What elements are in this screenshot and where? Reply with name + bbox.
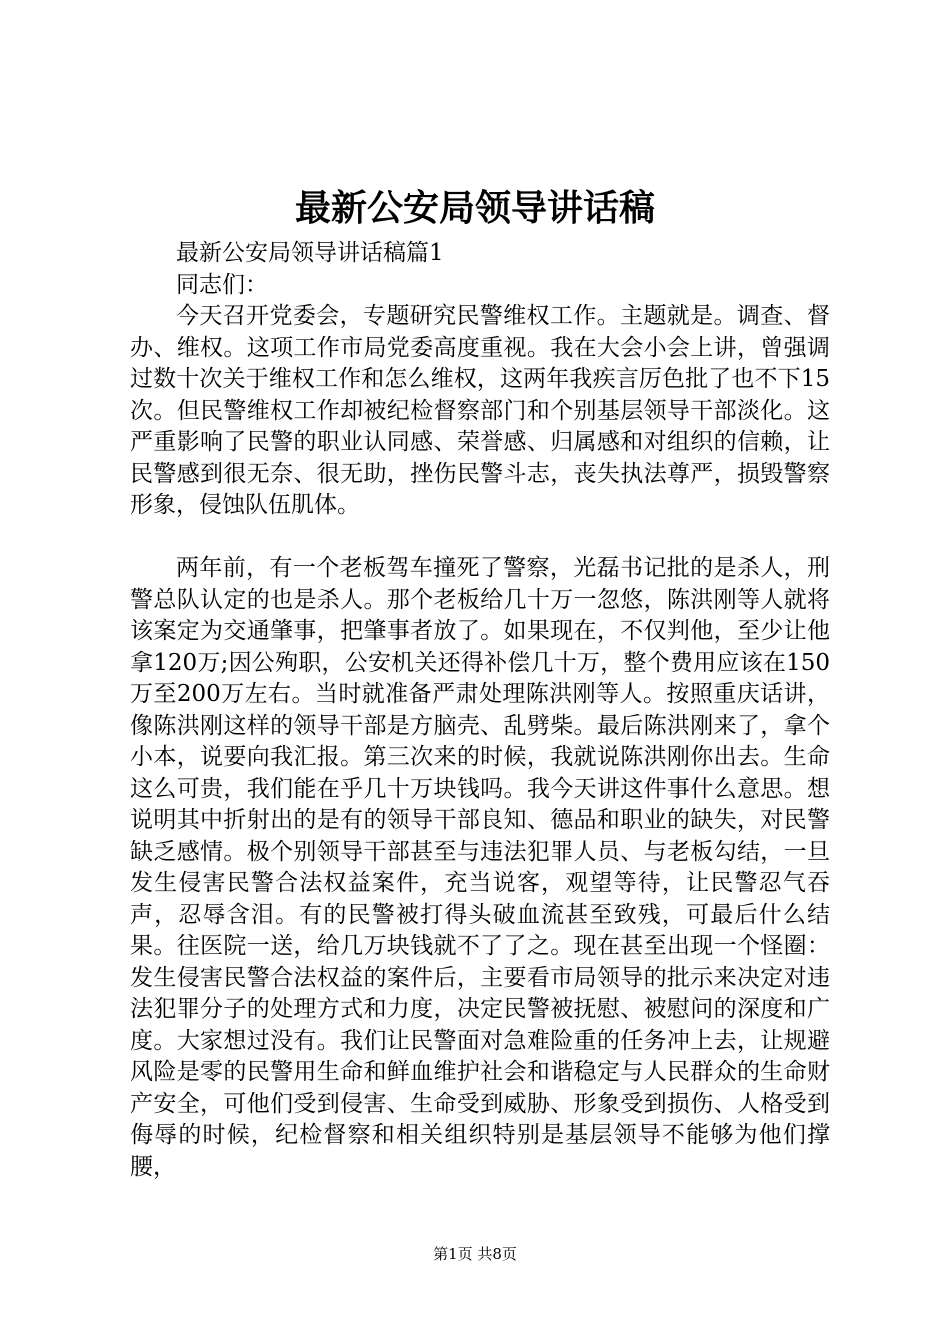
section-heading: 最新公安局领导讲话稿篇1 bbox=[176, 240, 444, 266]
page-footer: 第1页 共8页 bbox=[433, 1245, 517, 1263]
document-body bbox=[130, 238, 830, 1183]
paragraph-1: 今天召开党委会，专题研究民警维权工作。主题就是。调查、督办、维权。这项工作市局党委高度重视。我在大会小会上讲，曾强调过数十次关于维权工作和怎么维权，这两年我疾言厉色批了也不下15次。但民警维权工作却被纪检督察部门和个别基层领导干部淡化。这严重影响了民警的职业认同感、荣誉感、归属感和对组织的信赖，让民警感到很无奈、很无助，挫伤民警斗志，丧失执法尊严，损毁警察形象，侵蚀队伍肌体。 bbox=[130, 303, 830, 518]
document-title: 最新公安局领导讲话稿 bbox=[294, 187, 655, 229]
salutation: 同志们： bbox=[176, 271, 268, 298]
paragraph-2: 两年前，有一个老板驾车撞死了警察，光磊书记批的是杀人，刑警总队认定的也是杀人。那个老板给几十万一忽悠，陈洪刚等人就将该案定为交通肇事，把肇事者放了。如果现在，不仅判他，至少让他拿120万;因公殉职，公安机关还得补偿几十万，整个费用应该在150万至200万左右。当时就准备严肃处理陈洪刚等人。按照重庆话讲，像陈洪刚这样的领导干部是方脑壳、乱劈柴。最后陈洪刚来了，拿个小本，说要向我汇报。第三次来的时候，我就说陈洪刚你出去。生命这么可贵，我们能在乎几十万块钱吗。我今天讲这件事什么意思。想说明其中折射出的是有的领导干部良知、德品和职业的缺失，对民警缺乏感情。极个别领导干部甚至与违法犯罪人员、与老板勾结，一旦发生侵害民警合法权益案件，充当说客，观望等待，让民警忍气吞声，忍辱含泪。有的民警被打得头破血流甚至致残，可最后什么结果。往医院一送，给几万块钱就不了了之。现在甚至出现一个怪圈：发生侵害民警合法权益的案件后，主要看市局领导的批示来决定对违法犯罪分子的处理方式和力度，决定民警被抚慰、被慰问的深度和广度。大家想过没有。我们让民警面对急难险重的任务冲上去，让规避风险是零的民警用生命和鲜血维护社会和谐稳定与人民群众的生命财产安全，可他们受到侵害、生命受到威胁、形象受到损伤、人格受到侮辱的时候，纪检督察和相关组织特别是基层领导不能够为他们撑腰， bbox=[130, 555, 830, 1180]
